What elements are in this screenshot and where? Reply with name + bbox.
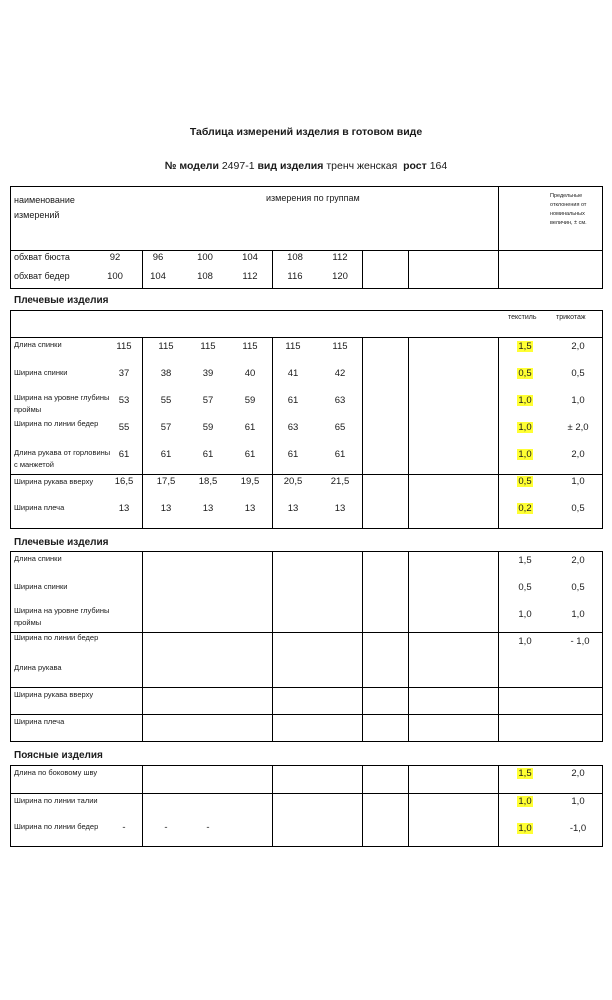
s1-cell: 61 [244,422,256,433]
highlighted-value: 1,0 [518,449,532,460]
highlighted-value: 1,5 [518,341,532,352]
rule [10,310,11,529]
s2-knit: 1,0 [571,609,585,620]
rule [498,765,499,847]
rule [602,186,603,289]
s2-row-label: Ширина рукава вверху [14,690,94,699]
s1-cell: 40 [244,368,256,379]
s2-row-label: Длина спинки [14,554,62,563]
s1-knit: 2,0 [571,449,585,460]
s1-cell: 39 [202,368,214,379]
rule [10,528,603,529]
rule [602,310,603,529]
header-tolerance-col: Предельные отклонения от номинальных величин, ± см. [550,193,587,226]
s1-cell: 115 [200,341,216,352]
s2-knit: - 1,0 [570,636,590,647]
s1-cell: 61 [244,449,256,460]
s1-textile [505,368,545,379]
highlighted-value: 1,0 [518,395,532,406]
s2-row-label: Ширина спинки [14,582,68,591]
body-cell: 104 [242,252,258,263]
body-cell: 112 [242,271,258,282]
highlighted-value: 1,0 [518,422,532,433]
col-textile-header: текстиль [508,314,537,321]
s1-cell: 13 [202,503,214,514]
s3-cell: - [164,822,168,833]
s1-cell: 65 [334,422,346,433]
s1-cell: 13 [287,503,299,514]
body-cell: 92 [109,252,121,263]
s1-row-label: Ширина по линии бедер [14,419,99,428]
s3-textile [505,796,545,807]
rule [498,551,499,742]
highlighted-value: 0,2 [518,503,532,514]
page-title: Таблица измерений изделия в готовом виде [189,126,423,138]
rule [10,765,603,766]
s1-cell: 115 [116,341,132,352]
rule [408,337,409,528]
header-name-col: наименование измерений [14,195,75,220]
s1-row-label: Длина рукава от горловины с манжетой [14,448,111,469]
type-value: тренч женская [326,160,398,172]
s1-cell: 37 [118,368,130,379]
rule [10,551,603,552]
s3-knit: 1,0 [571,796,585,807]
s1-cell: 16,5 [114,476,134,487]
s3-cell: - [206,822,210,833]
s1-cell: 57 [202,395,214,406]
rule [10,186,11,289]
body-cell: 108 [197,271,213,282]
rule [142,765,143,847]
body-cell: 116 [287,271,303,282]
s1-cell: 13 [118,503,130,514]
s1-cell: 17,5 [156,476,176,487]
rule [602,551,603,742]
s1-cell: 19,5 [240,476,260,487]
s1-knit: 2,0 [571,341,585,352]
s1-knit: 0,5 [571,503,585,514]
body-cell: 112 [332,252,348,263]
highlighted-value: 1,5 [518,768,532,779]
rule [498,186,499,250]
body-cell: 96 [152,252,164,263]
rule [408,250,409,288]
body-cell: 108 [287,252,303,263]
s1-cell: 61 [287,449,299,460]
body-cell: 104 [150,271,166,282]
body-cell: 100 [197,252,213,263]
highlighted-value: 1,0 [518,823,532,834]
s3-knit: 2,0 [571,768,585,779]
s2-knit: 0,5 [571,582,585,593]
s1-cell: 20,5 [283,476,303,487]
s1-cell: 13 [160,503,172,514]
header-groups-col: измерения по группам [266,193,360,203]
s1-row-label: Длина спинки [14,340,62,349]
s1-cell: 18,5 [198,476,218,487]
height-label: рост [403,160,427,172]
rule [10,687,603,688]
s1-knit: 1,0 [571,395,585,406]
highlighted-value: 0,5 [518,476,532,487]
s2-row-label: Ширина на уровне глубины проймы [14,606,110,627]
rule [10,741,603,742]
col-knit-header: трикотаж [556,314,586,321]
s2-textile: 1,0 [518,609,532,620]
rule [10,288,603,289]
body-row-label: обхват бедер [14,271,70,281]
rule [10,310,603,311]
body-cell: 120 [332,271,348,282]
highlighted-value: 1,0 [518,796,532,807]
s2-row-label: Ширина по линии бедер [14,633,99,642]
s1-cell: 59 [244,395,256,406]
s1-cell: 57 [160,422,172,433]
rule [10,250,603,251]
section3-title: Поясные изделия [14,750,103,761]
s1-cell: 59 [202,422,214,433]
s1-textile [505,395,545,406]
rule [272,250,273,288]
rule [10,474,603,475]
rule [142,551,143,742]
height-value: 164 [429,160,448,172]
model-value: 2497-1 [221,160,255,172]
rule [362,337,363,528]
s1-cell: 61 [202,449,214,460]
s1-textile [505,503,545,514]
s2-textile: 1,0 [518,636,532,647]
s1-cell: 61 [160,449,172,460]
rule [10,551,11,742]
rule [362,551,363,742]
s2-knit: 2,0 [571,555,585,566]
rule [10,846,603,847]
s1-cell: 55 [118,422,130,433]
body-cell: 100 [107,271,123,282]
rule [498,337,499,528]
rule [408,765,409,847]
s3-cell: - [122,822,126,833]
s3-row-label: Длина по боковому шву [14,768,98,777]
section2-title: Плечевые изделия [14,537,109,548]
s2-row-label: Длина рукава [14,663,62,672]
s1-cell: 21,5 [330,476,350,487]
rule [272,765,273,847]
s2-row-label: Ширина плеча [14,717,65,726]
section1-title: Плечевые изделия [14,295,109,306]
rule [10,337,603,338]
s1-cell: 42 [334,368,346,379]
rule [408,551,409,742]
s1-cell: 63 [287,422,299,433]
s3-textile [505,823,545,834]
s1-cell: 55 [160,395,172,406]
rule [10,714,603,715]
s1-knit: ± 2,0 [567,422,589,433]
s1-row-label: Ширина плеча [14,503,65,512]
s1-cell: 53 [118,395,130,406]
s1-cell: 115 [332,341,348,352]
s1-knit: 1,0 [571,476,585,487]
s1-textile [505,476,545,487]
s1-cell: 41 [287,368,299,379]
s3-textile [505,768,545,779]
s1-textile [505,341,545,352]
s3-row-label: Ширина по линии талии [14,796,98,805]
s1-cell: 13 [334,503,346,514]
s1-cell: 115 [158,341,174,352]
highlighted-value: 0,5 [518,368,532,379]
s1-textile [505,422,545,433]
s1-row-label: Ширина спинки [14,368,68,377]
s1-cell: 115 [242,341,258,352]
s1-cell: 61 [287,395,299,406]
s3-row-label: Ширина по линии бедер [14,822,99,831]
s1-cell: 38 [160,368,172,379]
s1-row-label: Ширина рукава вверху [14,477,94,486]
rule [602,765,603,847]
s1-cell: 61 [334,449,346,460]
s2-textile: 0,5 [518,582,532,593]
s1-cell: 61 [118,449,130,460]
s1-cell: 63 [334,395,346,406]
rule [10,765,11,847]
s3-knit: -1,0 [569,823,587,834]
type-label: вид изделия [257,160,324,172]
body-row-label: обхват бюста [14,252,70,262]
s1-knit: 0,5 [571,368,585,379]
rule [362,765,363,847]
rule [10,186,603,187]
s2-textile: 1,5 [518,555,532,566]
s1-row-label: Ширина на уровне глубины проймы [14,393,110,414]
rule [10,793,603,794]
model-line [0,160,612,172]
model-label: № модели [164,160,219,172]
s1-textile [505,449,545,460]
s1-cell: 13 [244,503,256,514]
rule [272,551,273,742]
rule [362,250,363,288]
rule [498,250,499,288]
s1-cell: 115 [285,341,301,352]
